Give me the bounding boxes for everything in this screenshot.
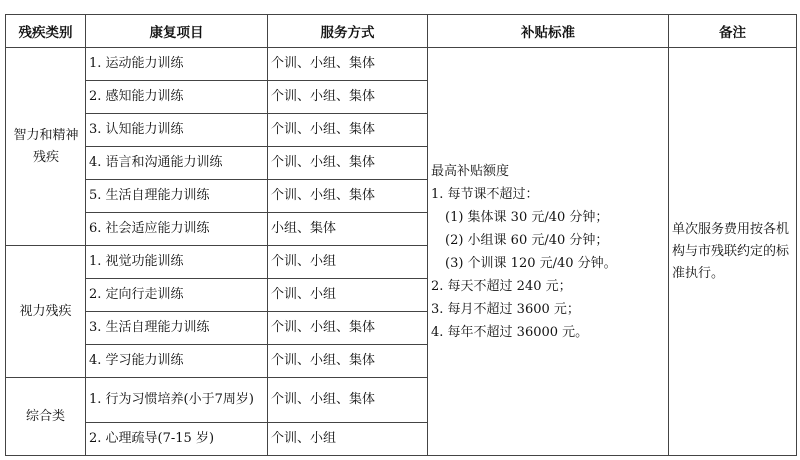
service-cell: 个训、小组 — [268, 246, 428, 279]
header-category: 残疾类别 — [6, 15, 86, 48]
project-cell: 4. 语言和沟通能力训练 — [86, 147, 268, 180]
service-cell: 个训、小组、集体 — [268, 180, 428, 213]
standard-item-1: (1) 集体课 30 元/40 分钟； — [445, 209, 609, 225]
service-cell: 个训、小组、集体 — [268, 48, 428, 81]
category-cell — [6, 48, 86, 246]
service-cell: 个训、小组、集体 — [268, 345, 428, 378]
service-cell: 个训、小组、集体 — [268, 312, 428, 345]
remark-text: 单次服务费用按各机构与市残联约定的标准执行。 — [672, 221, 790, 281]
project-cell: 1. 运动能力训练 — [86, 48, 268, 81]
header-remark: 备注 — [669, 15, 797, 48]
standard-line-1: 1. 每节课不超过： — [431, 186, 539, 202]
project-cell: 3. 生活自理能力训练 — [86, 312, 268, 345]
service-cell: 个训、小组、集体 — [268, 114, 428, 147]
service-cell: 个训、小组、集体 — [268, 378, 428, 423]
project-cell: 2. 感知能力训练 — [86, 81, 268, 114]
service-cell: 个训、小组、集体 — [268, 147, 428, 180]
standard-item-2: (2) 小组课 60 元/40 分钟； — [445, 232, 609, 248]
category-cell: 视力残疾 — [6, 246, 86, 378]
subsidy-table — [5, 14, 797, 456]
standard-line-3: 3. 每月不超过 3600 元； — [431, 301, 580, 317]
remark-cell — [669, 48, 797, 456]
project-cell: 2. 心理疏导(7-15 岁) — [86, 423, 268, 456]
project-cell: 5. 生活自理能力训练 — [86, 180, 268, 213]
category-cell: 综合类 — [6, 378, 86, 456]
category-name: 智力和精神残疾 — [13, 127, 79, 165]
project-cell: 4. 学习能力训练 — [86, 345, 268, 378]
subsidy-standard-cell — [428, 48, 669, 456]
standard-title: 最高补贴额度 — [431, 163, 510, 179]
project-cell: 2. 定向行走训练 — [86, 279, 268, 312]
standard-line-2: 2. 每天不超过 240 元； — [431, 278, 572, 294]
table-row — [6, 48, 797, 81]
header-project: 康复项目 — [86, 15, 268, 48]
project-cell: 1. 视觉功能训练 — [86, 246, 268, 279]
service-cell: 个训、小组 — [268, 279, 428, 312]
header-standard: 补贴标准 — [428, 15, 669, 48]
project-cell: 6. 社会适应能力训练 — [86, 213, 268, 246]
header-service: 服务方式 — [268, 15, 428, 48]
service-cell: 个训、小组、集体 — [268, 81, 428, 114]
project-cell: 1. 行为习惯培养(小于7周岁) — [86, 378, 268, 423]
standard-line-4: 4. 每年不超过 36000 元。 — [431, 324, 589, 340]
project-cell: 3. 认知能力训练 — [86, 114, 268, 147]
service-cell: 小组、集体 — [268, 213, 428, 246]
header-row — [6, 15, 797, 48]
service-cell: 个训、小组 — [268, 423, 428, 456]
standard-item-3: (3) 个训课 120 元/40 分钟。 — [445, 255, 617, 271]
